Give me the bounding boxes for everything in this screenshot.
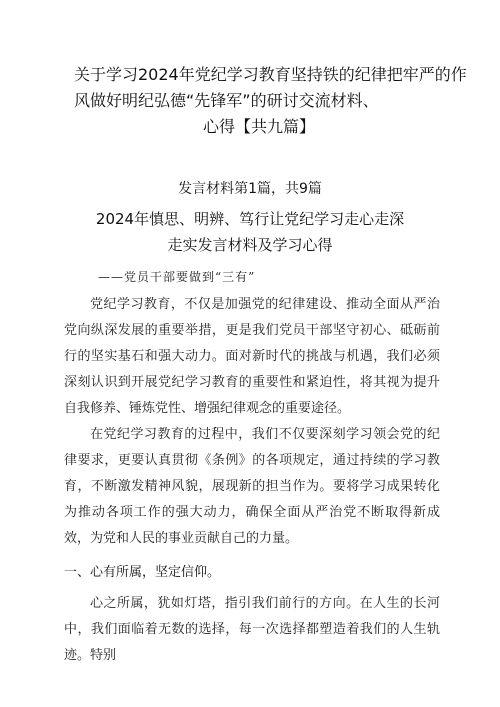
body-paragraph-2: 在党纪学习教育的过程中，我们不仅要深刻学习领会党的纪律要求，更要认真贯彻《条例》的各项规定，通过持续的学习教育，不断激发精神风貌，展现新的担当作为。要将学习成果转化为推动各项工作的强大动力，确保全面从严治党不断取得新成效，为党和人民的事业贡献自己的力量。 <box>64 427 440 546</box>
series-label: 发言材料第1篇，共9篇 <box>178 181 322 197</box>
title-line-3: 心得【共九篇】 <box>202 117 315 136</box>
section-paragraph: 心之所属，犹如灯塔，指引我们前行的方向。在人生的长河中，我们面临着无数的选择，每一次选择都塑造着我们的人生轨迹。特别 <box>64 596 440 663</box>
byline: ——党员干部要做到“三有” <box>98 270 256 284</box>
speech-title-line-1: 2024年慎思、明辨、笃行让党纪学习走心走深 <box>95 210 405 228</box>
title-line-2: 风做好明纪弘德“先锋军”的研讨交流材料、 <box>74 91 379 110</box>
title-line-1: 关于学习2024年党纪学习教育坚持铁的纪律把牢严的作 <box>74 65 467 84</box>
document-title <box>74 62 467 140</box>
speech-title-line-2: 走实发言材料及学习心得 <box>167 236 333 254</box>
body-paragraph-1: 党纪学习教育，不仅是加强党的纪律建设、推动全面从严治党向纵深发展的重要举措，更是我们党员干部坚守初心、砥砺前行的坚实基石和强大动力。面对新时代的挑战与机遇，我们必须深刻认识到开展党纪学习教育的重要性和紧迫性，将其视为提升自我修养、锤炼党性、增强纪律观念的重要途径。 <box>64 297 440 416</box>
section-heading: 一、心有所属，坚定信仰。 <box>64 565 221 580</box>
